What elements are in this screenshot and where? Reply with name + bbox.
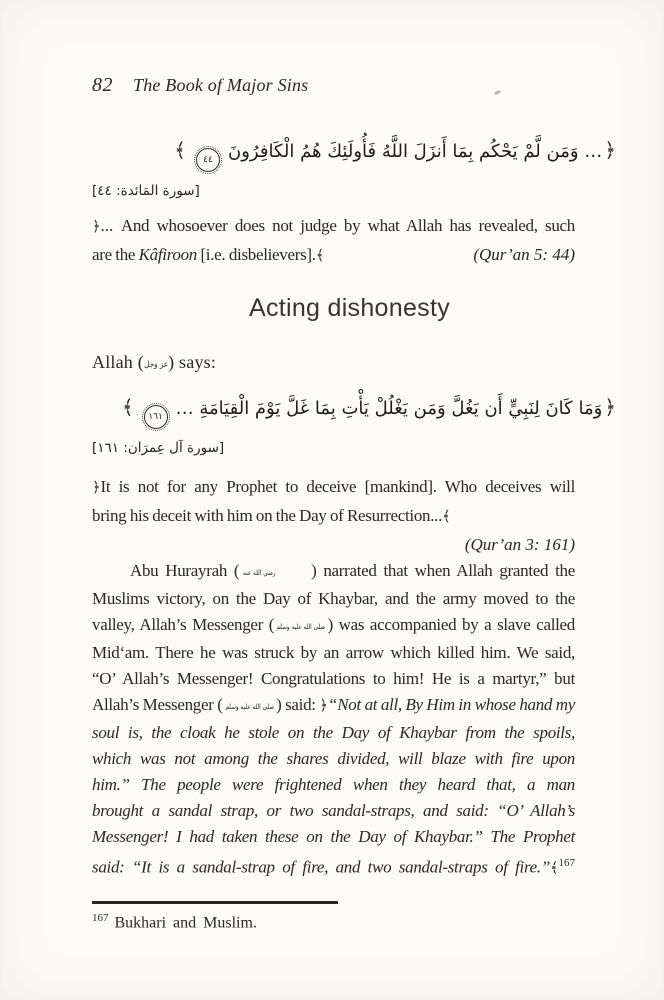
translation-2 [92,473,575,554]
footnote-rule [92,901,338,904]
text-line: are the Kâfiroon [i.e. disbelievers].﴾ (Qur’an 5: 44) [92,241,575,270]
text-line: Messenger! I had taken these on the Day of Khaybar.” The Prophet [92,827,575,846]
ornate-bracket-close-icon: ﴾ [174,138,186,162]
text-line: valley, Allah’s Messenger ( صلى الله عليه وسلم ) was accompanied by a slave called [92,615,575,634]
surah-citation-2: [سورة آل عِمرَان: ١٦١] [92,440,225,456]
allah-says-line [92,352,216,373]
ornate-bracket-open-icon: ﴿ [604,138,616,162]
text-line: him.” The people were frightened when they heard that, a man [92,775,575,794]
hadith-paragraph [92,558,575,882]
footnote-text: Bukhari and Muslim. [114,914,257,932]
text-line [92,531,575,554]
page-number: 82 [92,74,113,96]
footnote [92,912,257,932]
honorific-mark: عز وجل [144,360,169,370]
verse-ellipsis: … [175,398,200,419]
section-heading: Acting dishonesty [248,294,451,322]
ornate-bracket-open-icon: ﴿ [604,395,616,419]
quran-reference: (Qur’an 3: 161) [464,535,575,554]
page-header [92,74,308,97]
book-title: The Book of Major Sins [133,75,309,95]
scan-speck [494,90,502,96]
text-line: brought a sandal strap, or two sandal-straps, and said: “O’ Allah’s [92,801,575,820]
text-line: bring his deceit with him on the Day of Resurrection...﴾ [92,506,451,525]
verse-ellipsis: … [578,141,603,162]
verse-number-badge: ١٦١ [144,405,168,429]
text-line: ﴿... And whosoever does not judge by what Allah has revealed, such [92,216,575,235]
ornate-bracket-close-icon: ﴾ [121,395,134,419]
says-pre: Allah ( [92,352,144,372]
arabic-verse-2 [92,383,618,435]
arabic-verse-text: وَمَن لَّمْ يَحْكُم بِمَا أَنزَلَ اللَّهُ فَأُولَئِكَ هُمُ الْكَافِرُونَ [228,141,579,162]
text-line: Allah’s Messenger ( صلى الله عليه وسلم ) said: ﴿“Not at all, By Him in whose hand my [92,695,575,714]
translation-1 [92,212,575,270]
arabic-verse-text: وَمَا كَانَ لِنَبِيٍّ أَن يَغُلَّ وَمَن يَغْلُلْ يَأْتِ بِمَا غَلَّ يَوْمَ الْقِيَامَةِ [199,398,603,419]
text-line: “O’ Allah’s Messenger! Congratulations to him! He is a martyr,” but [92,669,575,688]
text-line: said: “It is a sandal-strap of fire, and two sandal-straps of fire.”﴾$^{167}$ [92,857,575,877]
footnote-marker: 167 [92,912,109,924]
surah-citation-1: [سورة المَائدة: ٤٤] [92,183,200,199]
quran-reference: (Qur’an 5: 44) [473,245,575,264]
verse-number-badge: ٤٤ [196,148,220,172]
arabic-verse-1 [92,126,618,178]
text-line: Abu Hurayrah ( رضي الله عنه ) narrated that when Allah granted the [130,561,575,580]
text-line: soul is, the cloak he stole on the Day of Khaybar from the spoils, [92,723,575,742]
text-line: Muslims victory, on the Day of Khaybar, and the army moved to the [92,589,575,608]
text-line: ﴿It is not for any Prophet to deceive [mankind]. Who deceives will [92,477,575,496]
says-post: ) says: [168,352,217,372]
text-line: Mid‘am. There he was struck by an arrow which killed him. We said, [92,643,575,662]
text-line: which was not among the shares divided, will blaze with fire upon [92,749,575,768]
